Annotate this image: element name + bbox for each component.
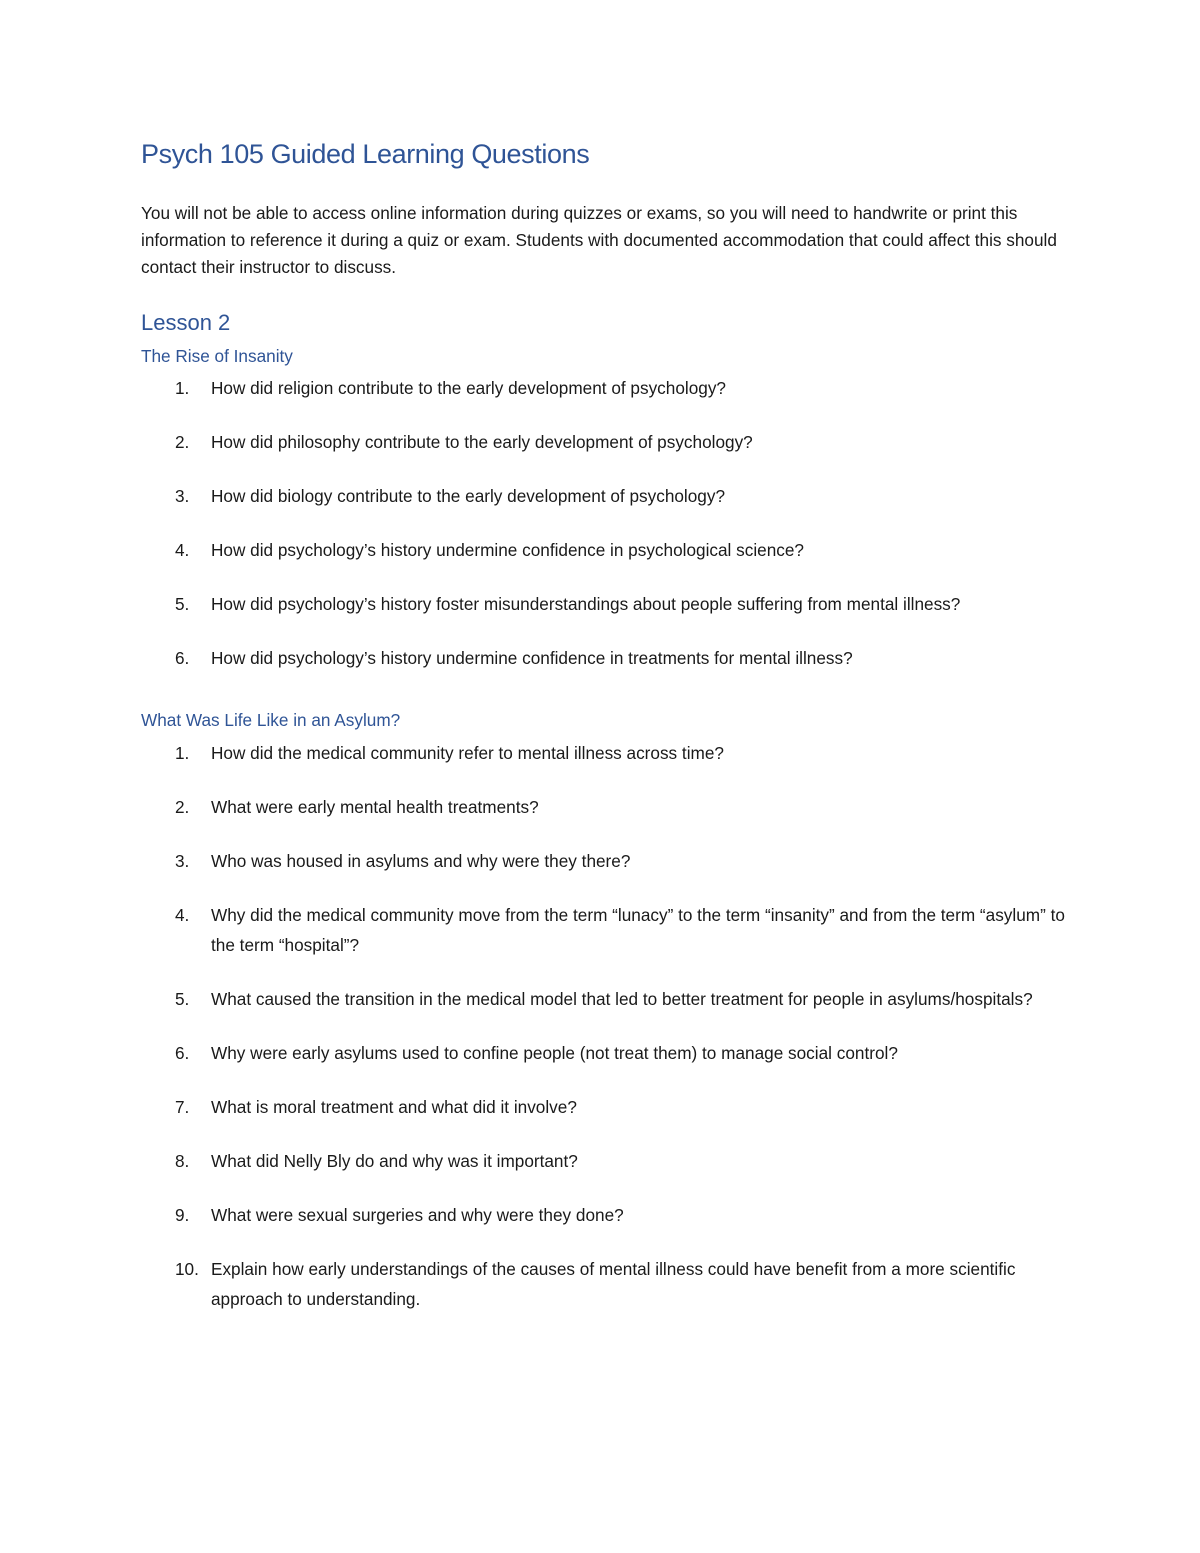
question-number: 10. (175, 1258, 199, 1279)
section-spacer (141, 673, 1071, 709)
question-item (141, 481, 1071, 511)
question-text: How did psychology’s history undermine confidence in treatments for mental illness? (211, 648, 853, 669)
question-text: How did biology contribute to the early development of psychology? (211, 486, 726, 507)
question-item (141, 1200, 1071, 1230)
question-text: What were early mental health treatments? (211, 796, 539, 817)
question-item (141, 427, 1071, 457)
question-item (141, 1038, 1071, 1068)
intro-paragraph: You will not be able to access online information during quizzes or exams, so you will need to handwrite or print this information to reference it during a quiz or exam. Students with documented accommodation that could affect this should contact their instructor to discuss. (141, 203, 1057, 278)
question-text: How did philosophy contribute to the early development of psychology? (211, 432, 753, 453)
question-text: Who was housed in asylums and why were they there? (211, 850, 631, 871)
question-list (141, 373, 1071, 673)
section-rise-of-insanity (141, 345, 1071, 673)
question-number: 2. (175, 432, 190, 453)
section-life-in-asylum (141, 709, 1071, 1313)
question-text: What caused the transition in the medical model that led to better treatment for people in asylums/hospitals? (211, 988, 1033, 1009)
question-item (141, 984, 1071, 1014)
question-text: How did the medical community refer to mental illness across time? (211, 742, 724, 763)
question-item (141, 535, 1071, 565)
question-item (141, 846, 1071, 876)
question-list (141, 738, 1071, 1314)
question-text: How did psychology’s history undermine confidence in psychological science? (211, 540, 804, 561)
question-text: What did Nelly Bly do and why was it important? (211, 1150, 578, 1171)
question-item (141, 1146, 1071, 1176)
question-text: Why were early asylums used to confine people (not treat them) to manage social control? (211, 1042, 898, 1063)
question-item (141, 1092, 1071, 1122)
question-text: What were sexual surgeries and why were they done? (211, 1204, 624, 1225)
question-text: Explain how early understandings of the causes of mental illness could have benefit from a more scientific approach to understanding. (211, 1258, 1016, 1309)
question-text: What is moral treatment and what did it involve? (211, 1096, 577, 1117)
question-number: 2. (175, 796, 190, 817)
question-number: 1. (175, 378, 190, 399)
document-title: Psych 105 Guided Learning Questions (141, 139, 590, 169)
question-number: 1. (175, 742, 190, 763)
question-number: 9. (175, 1204, 190, 1225)
question-text: Why did the medical community move from the term “lunacy” to the term “insanity” and from the term “asylum” to the term “hospital”? (211, 904, 1065, 955)
question-item (141, 1254, 1071, 1314)
question-number: 8. (175, 1150, 190, 1171)
question-item (141, 373, 1071, 403)
question-number: 7. (175, 1096, 190, 1117)
question-number: 3. (175, 850, 190, 871)
question-item (141, 643, 1071, 673)
section-heading: What Was Life Like in an Asylum? (141, 710, 401, 731)
question-number: 6. (175, 648, 190, 669)
question-text: How did religion contribute to the early development of psychology? (211, 378, 726, 399)
question-number: 5. (175, 594, 190, 615)
question-item (141, 738, 1071, 768)
question-item (141, 792, 1071, 822)
question-number: 3. (175, 486, 190, 507)
section-heading: The Rise of Insanity (141, 345, 293, 366)
question-number: 5. (175, 988, 190, 1009)
question-number: 4. (175, 540, 190, 561)
lesson-heading: Lesson 2 (141, 310, 231, 336)
question-number: 4. (175, 904, 190, 925)
document-page (141, 138, 1071, 1314)
question-number: 6. (175, 1042, 190, 1063)
question-item (141, 900, 1071, 960)
question-text: How did psychology’s history foster misunderstandings about people suffering from mental illness? (211, 594, 961, 615)
question-item (141, 589, 1071, 619)
